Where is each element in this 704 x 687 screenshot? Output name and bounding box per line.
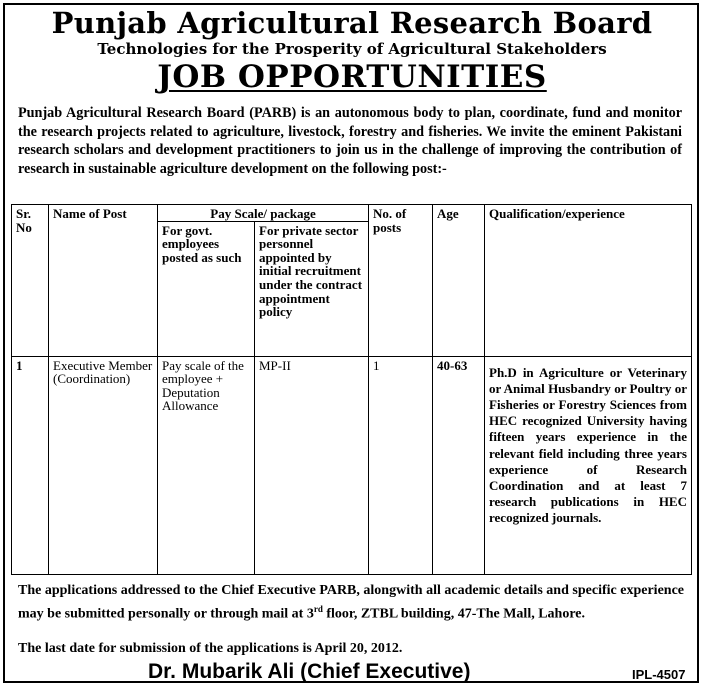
instructions-text: The applications addressed to the Chief Executive PARB, alongwith all academic details and specific experience may be submitted personally or through mail at 3 [18,583,684,623]
cell-name-of-post: Executive Member (Coordination) [49,356,158,574]
header-age: Age [433,205,485,357]
signatory: Dr. Mubarik Ali (Chief Executive) [148,660,471,683]
cell-pay-govt: Pay scale of the employee + Deputation Allowance [158,356,255,574]
cell-qualification: Ph.D in Agriculture or Veterinary or Animal Husbandry or Poultry or Fisheries or Forestry Sciences from HEC recognized University having fifteen years experience in the relevant field including three years experience of Research Coordination and at least 7 research publications in HEC recognized journals. [485,356,692,574]
cell-no-of-posts: 1 [369,356,433,574]
header-no-of-posts: No. of posts [369,205,433,357]
header-pay-govt: For govt. employees posted as such [158,221,255,356]
header-sr-no: Sr. No [12,205,49,357]
last-date-notice: The last date for submission of the applications is April 20, 2012. [18,641,403,656]
cell-age: 40-63 [433,356,485,574]
page-heading: JOB OPPORTUNITIES [157,59,547,95]
intro-paragraph: Punjab Agricultural Research Board (PARB) is an autonomous body to plan, coordinate, fund and monitor the research projects related to agriculture, livestock, forestry and fisheries. We invite the eminent Pakistani research scholars and development practitioners to join us in the challenge of improving the contribution of research in sustainable agriculture development on the following post:- [18,105,682,177]
board-title: Punjab Agricultural Research Board [51,6,653,40]
application-instructions [18,582,684,624]
cell-sr-no: 1 [12,356,49,574]
header-pay-scale: Pay Scale/ package [158,205,369,222]
header-qualification: Qualification/experience [485,205,692,357]
reference-code: IPL-4507 [632,667,686,682]
instructions-address: floor, ZTBL building, 47-The Mall, Lahore. [322,607,586,623]
header-pay-private: For private sector personnel appointed by initial recruitment under the contract appointment policy [255,221,369,356]
table-row [12,356,692,574]
board-tagline: Technologies for the Prosperity of Agricultural Stakeholders [97,40,607,58]
jobs-table [11,204,692,575]
floor-superscript: rd [313,604,323,615]
cell-pay-private: MP-II [255,356,369,574]
header-name-of-post: Name of Post [49,205,158,357]
table-header-row [12,205,692,222]
